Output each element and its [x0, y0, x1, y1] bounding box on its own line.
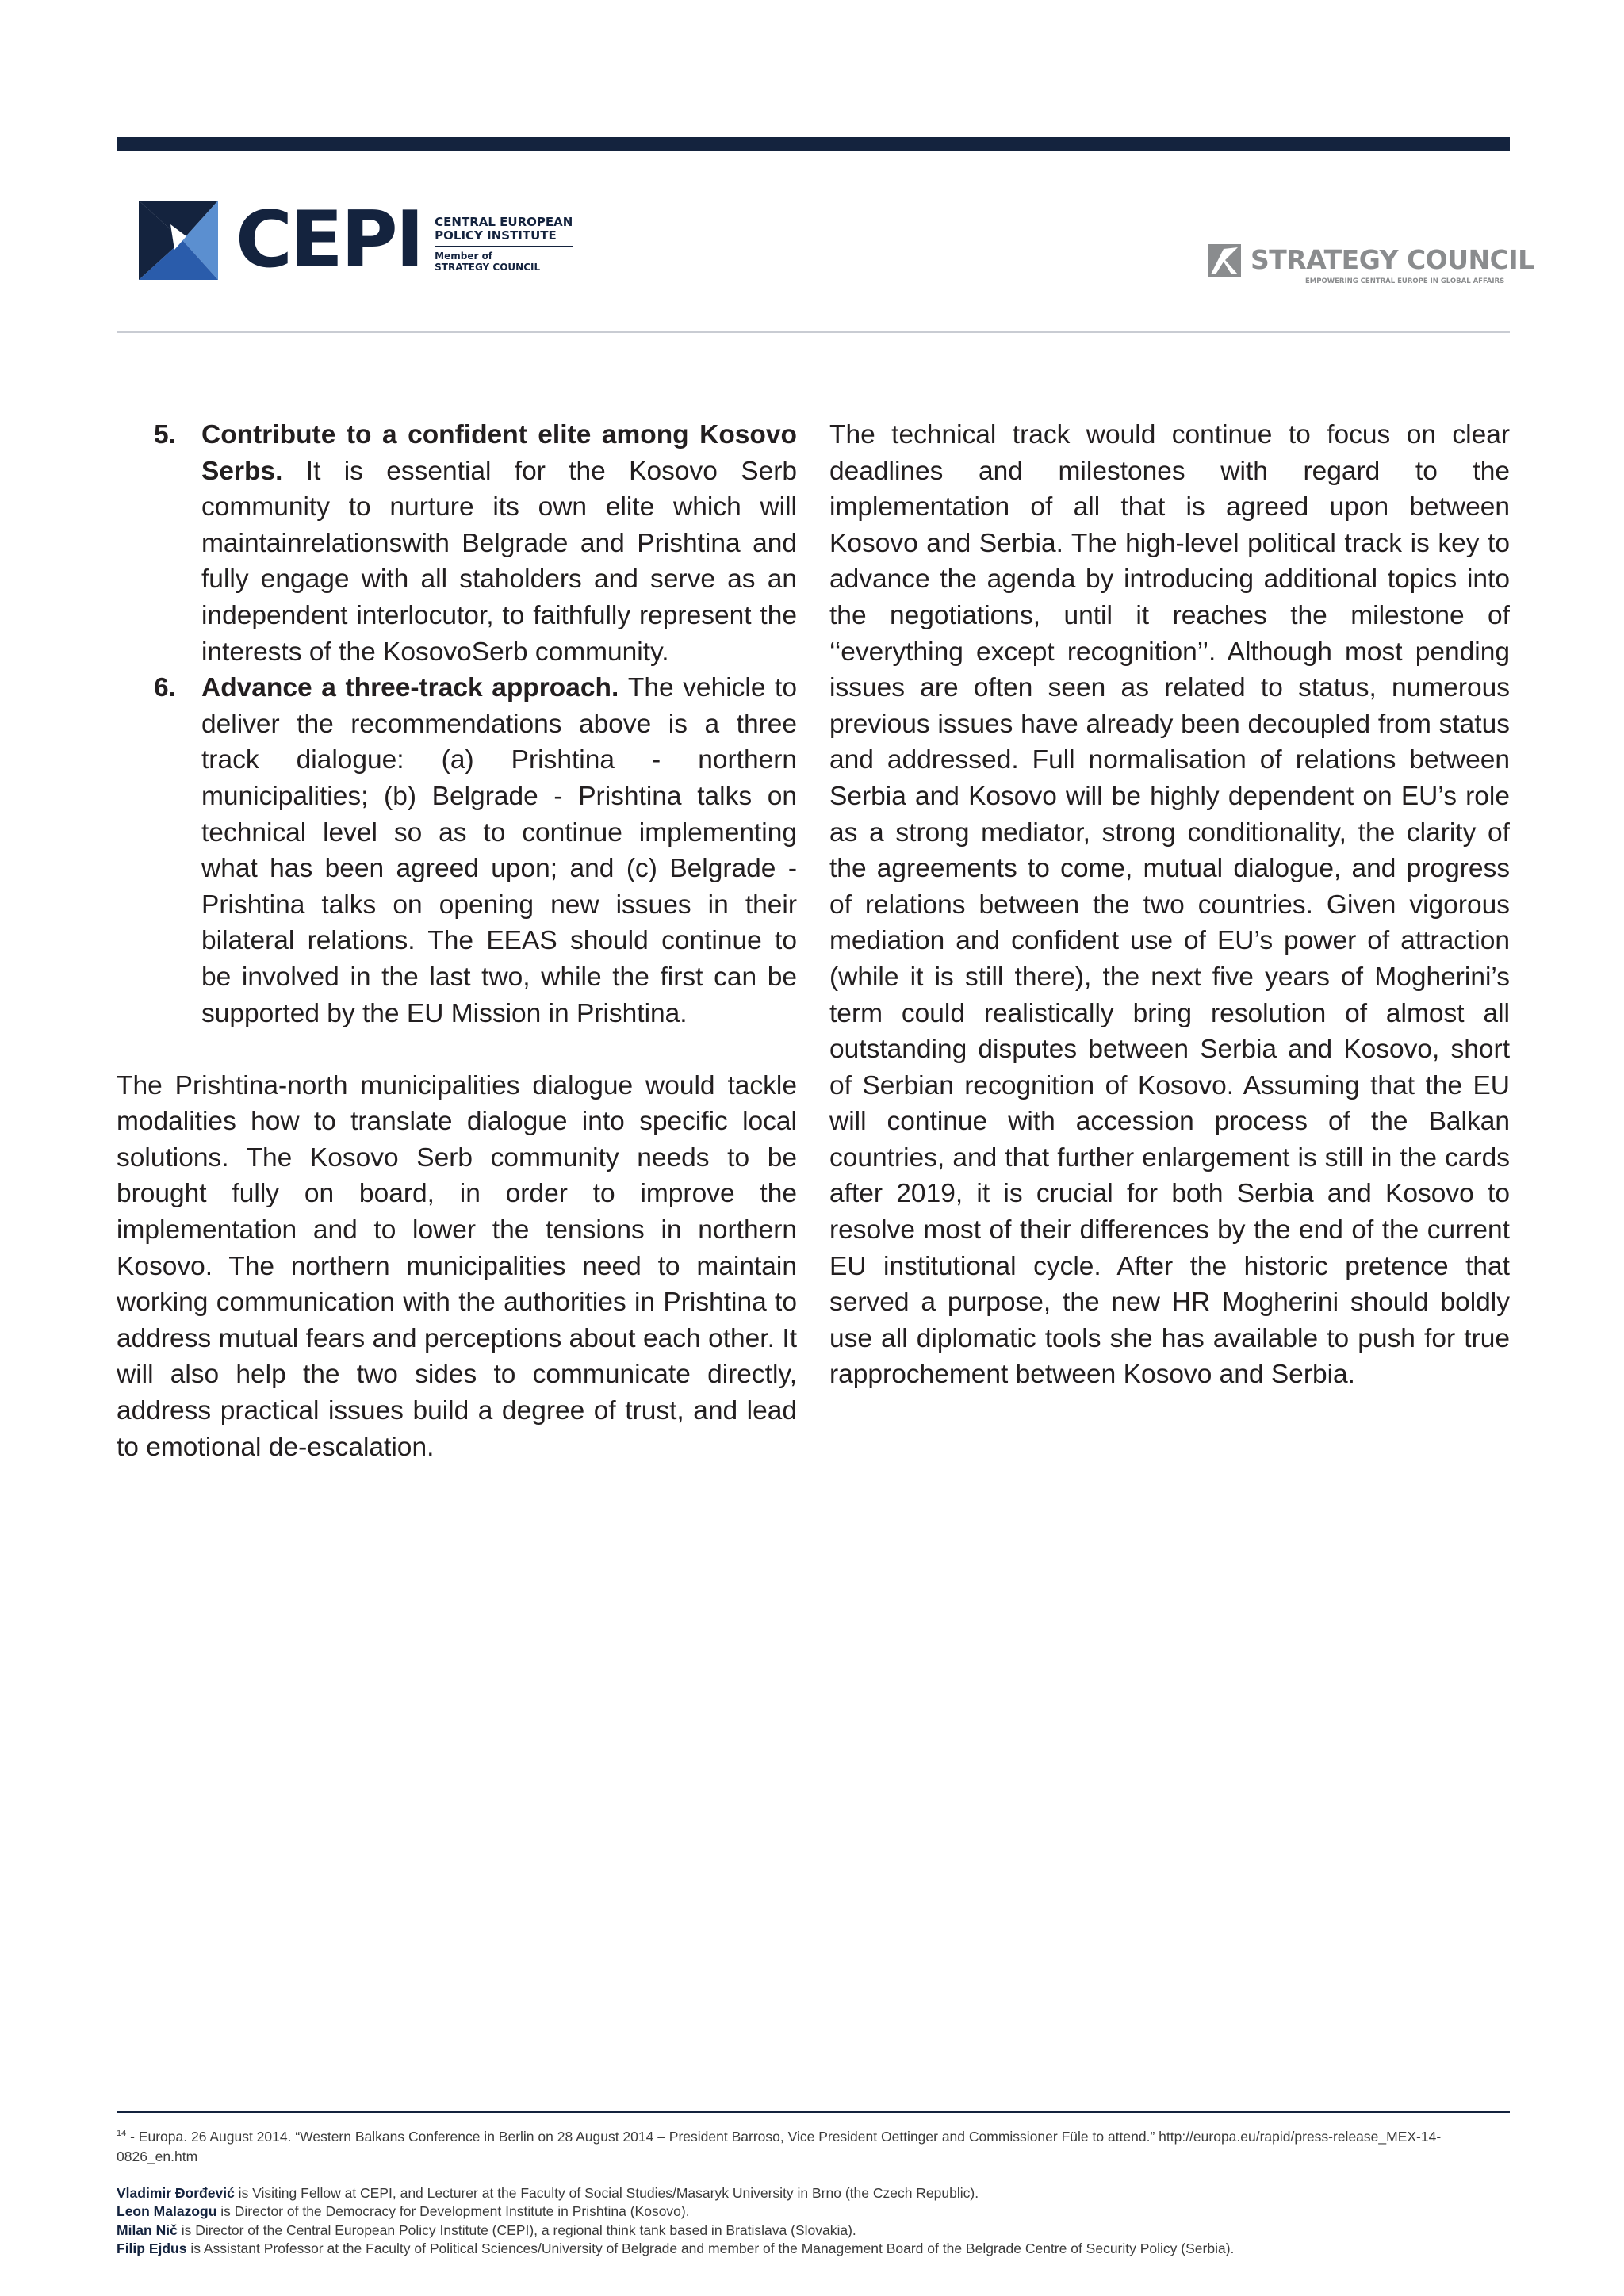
list-item-number: 5.: [154, 420, 176, 450]
author-desc: is Visiting Fellow at CEPI, and Lecturer at the Faculty of Social Studies/Masaryk University in Brno (the Czech Republic).: [234, 2185, 979, 2201]
strategy-council-name: STRATEGY COUNCIL: [1251, 244, 1534, 275]
footer-divider: [117, 2111, 1510, 2113]
header-top-bar: [117, 137, 1510, 151]
author-bio: [117, 2240, 1510, 2258]
list-item-title: Contribute to a confident elite among Kosovo Serbs.: [201, 420, 797, 486]
author-name: Leon Malazogu: [117, 2203, 217, 2220]
footnote: [117, 2124, 1510, 2167]
cepi-emblem-icon: [139, 201, 218, 280]
cepi-member-line: STRATEGY COUNCIL: [435, 262, 541, 273]
paragraph-gap: [117, 1031, 797, 1068]
cepi-subtitle-line: POLICY INSTITUTE: [435, 229, 573, 247]
recommendations-list: [117, 417, 797, 1031]
list-item-number: 6.: [154, 673, 176, 703]
list-item-title: Advance a three-track approach.: [201, 673, 628, 703]
author-name: Filip Ejdus: [117, 2241, 187, 2257]
cepi-logo: [139, 197, 573, 284]
author-desc: is Director of the Central European Policy Institute (CEPI), a regional think tank based in Bratislava (Slovakia).: [177, 2221, 856, 2238]
footnote-text: - Europa. 26 August 2014. “Western Balkans Conference in Berlin on 28 August 2014 – President Barroso, Vice President Oettinger and Commissioner Füle to attend.” http://europa.eu/rapid/press-release_MEX-14-0826_en.htm: [117, 2128, 1442, 2164]
author-bio: [117, 2221, 1510, 2240]
body-paragraph: The technical track would continue to focus on clear deadlines and milestones with regard to the implementation of all that is agreed upon between Kosovo and Serbia. The high-level political track is key to advance the agenda by introducing additional topics into the negotiations, until it reaches the milestone of ‘‘everything except recognition’’. Although most pending issues are often seen as related to status, numerous previous issues have already been decoupled from status and addressed. Full normalisation of relations between Serbia and Kosovo will be highly dependent on EU’s role as a strong mediator, strong conditionality, the clarity of the agreements to come, mutual dialogue, and progress of relations between the two countries. Given vigorous mediation and confident use of EU’s power of attraction (while it is still there), the next five years of Mogherini’s term could realistically bring resolution of almost all outstanding disputes between Serbia and Kosovo, short of Serbian recognition of Kosovo. Assuming that the EU will continue with accession process of the Balkan countries, and that further enlargement is still in the cards after 2019, it is crucial for both Serbia and Kosovo to resolve most of their differences by the end of the current EU institutional cycle. After the historic pretence that served a purpose, the new HR Mogherini should boldly use all diplomatic tools she has available to push for true rapprochement between Kosovo and Serbia.: [829, 420, 1510, 1390]
author-bios: [117, 2184, 1510, 2259]
cepi-wordmark: CEPI: [236, 195, 423, 285]
cepi-member-line: Member of: [435, 251, 493, 262]
footnote-marker: 14: [117, 2129, 127, 2138]
list-item-body: The vehicle to deliver the recommendations above is a three track dialogue: (a) Prishtina - northern municipalities; (b) Belgrade - Prishtina talks on technical level so as to continue implementing what has been agreed upon; and (c) Belgrade - Prishtina talks on opening new issues in their bilateral relations. The EEAS should continue to be involved in the last two, while the first can be supported by the EU Mission in Prishtina.: [201, 673, 797, 1028]
author-desc: is Director of the Democracy for Development Institute in Prishtina (Kosovo).: [216, 2203, 690, 2220]
author-name: Vladimir Đorđević: [117, 2185, 235, 2201]
list-item-body: It is essential for the Kosovo Serb community to nurture its own elite which will maintainrelationswith Belgrade and Prishtina and fully engage with all staholders and serve as an independent interlocutor, to faithfully represent the interests of the KosovoSerb community.: [201, 456, 797, 667]
list-item: [117, 670, 797, 1031]
cepi-logo-subtitle: [435, 208, 573, 273]
list-item: [117, 417, 797, 670]
strategy-council-emblem-icon: [1208, 244, 1241, 277]
left-column: [117, 417, 797, 1465]
right-column: [829, 417, 1510, 1393]
author-desc: is Assistant Professor at the Faculty of Political Sciences/University of Belgrade and member of the Management Board of the Belgrade Centre of Security Policy (Serbia).: [186, 2241, 1235, 2257]
author-bio: [117, 2184, 1510, 2202]
author-bio: [117, 2202, 1510, 2221]
body-paragraph: The Prishtina-north municipalities dialogue would tackle modalities how to translate dialogue into specific local solutions. The Kosovo Serb community needs to be brought fully on board, in order to improve the implementation and to lower the tensions in northern Kosovo. The northern municipalities need to maintain working communication with the authorities in Prishtina to address mutual fears and perceptions about each other. It will also help the two sides to communicate directly, address practical issues build a degree of trust, and lead to emotional de-escalation.: [117, 1070, 797, 1462]
header-divider: [117, 331, 1510, 333]
author-name: Milan Nič: [117, 2221, 178, 2238]
strategy-council-tagline: EMPOWERING CENTRAL EUROPE IN GLOBAL AFFAIRS: [1305, 277, 1505, 285]
cepi-subtitle-line: CENTRAL EUROPEAN: [435, 215, 573, 229]
strategy-council-logo: [1208, 244, 1534, 285]
